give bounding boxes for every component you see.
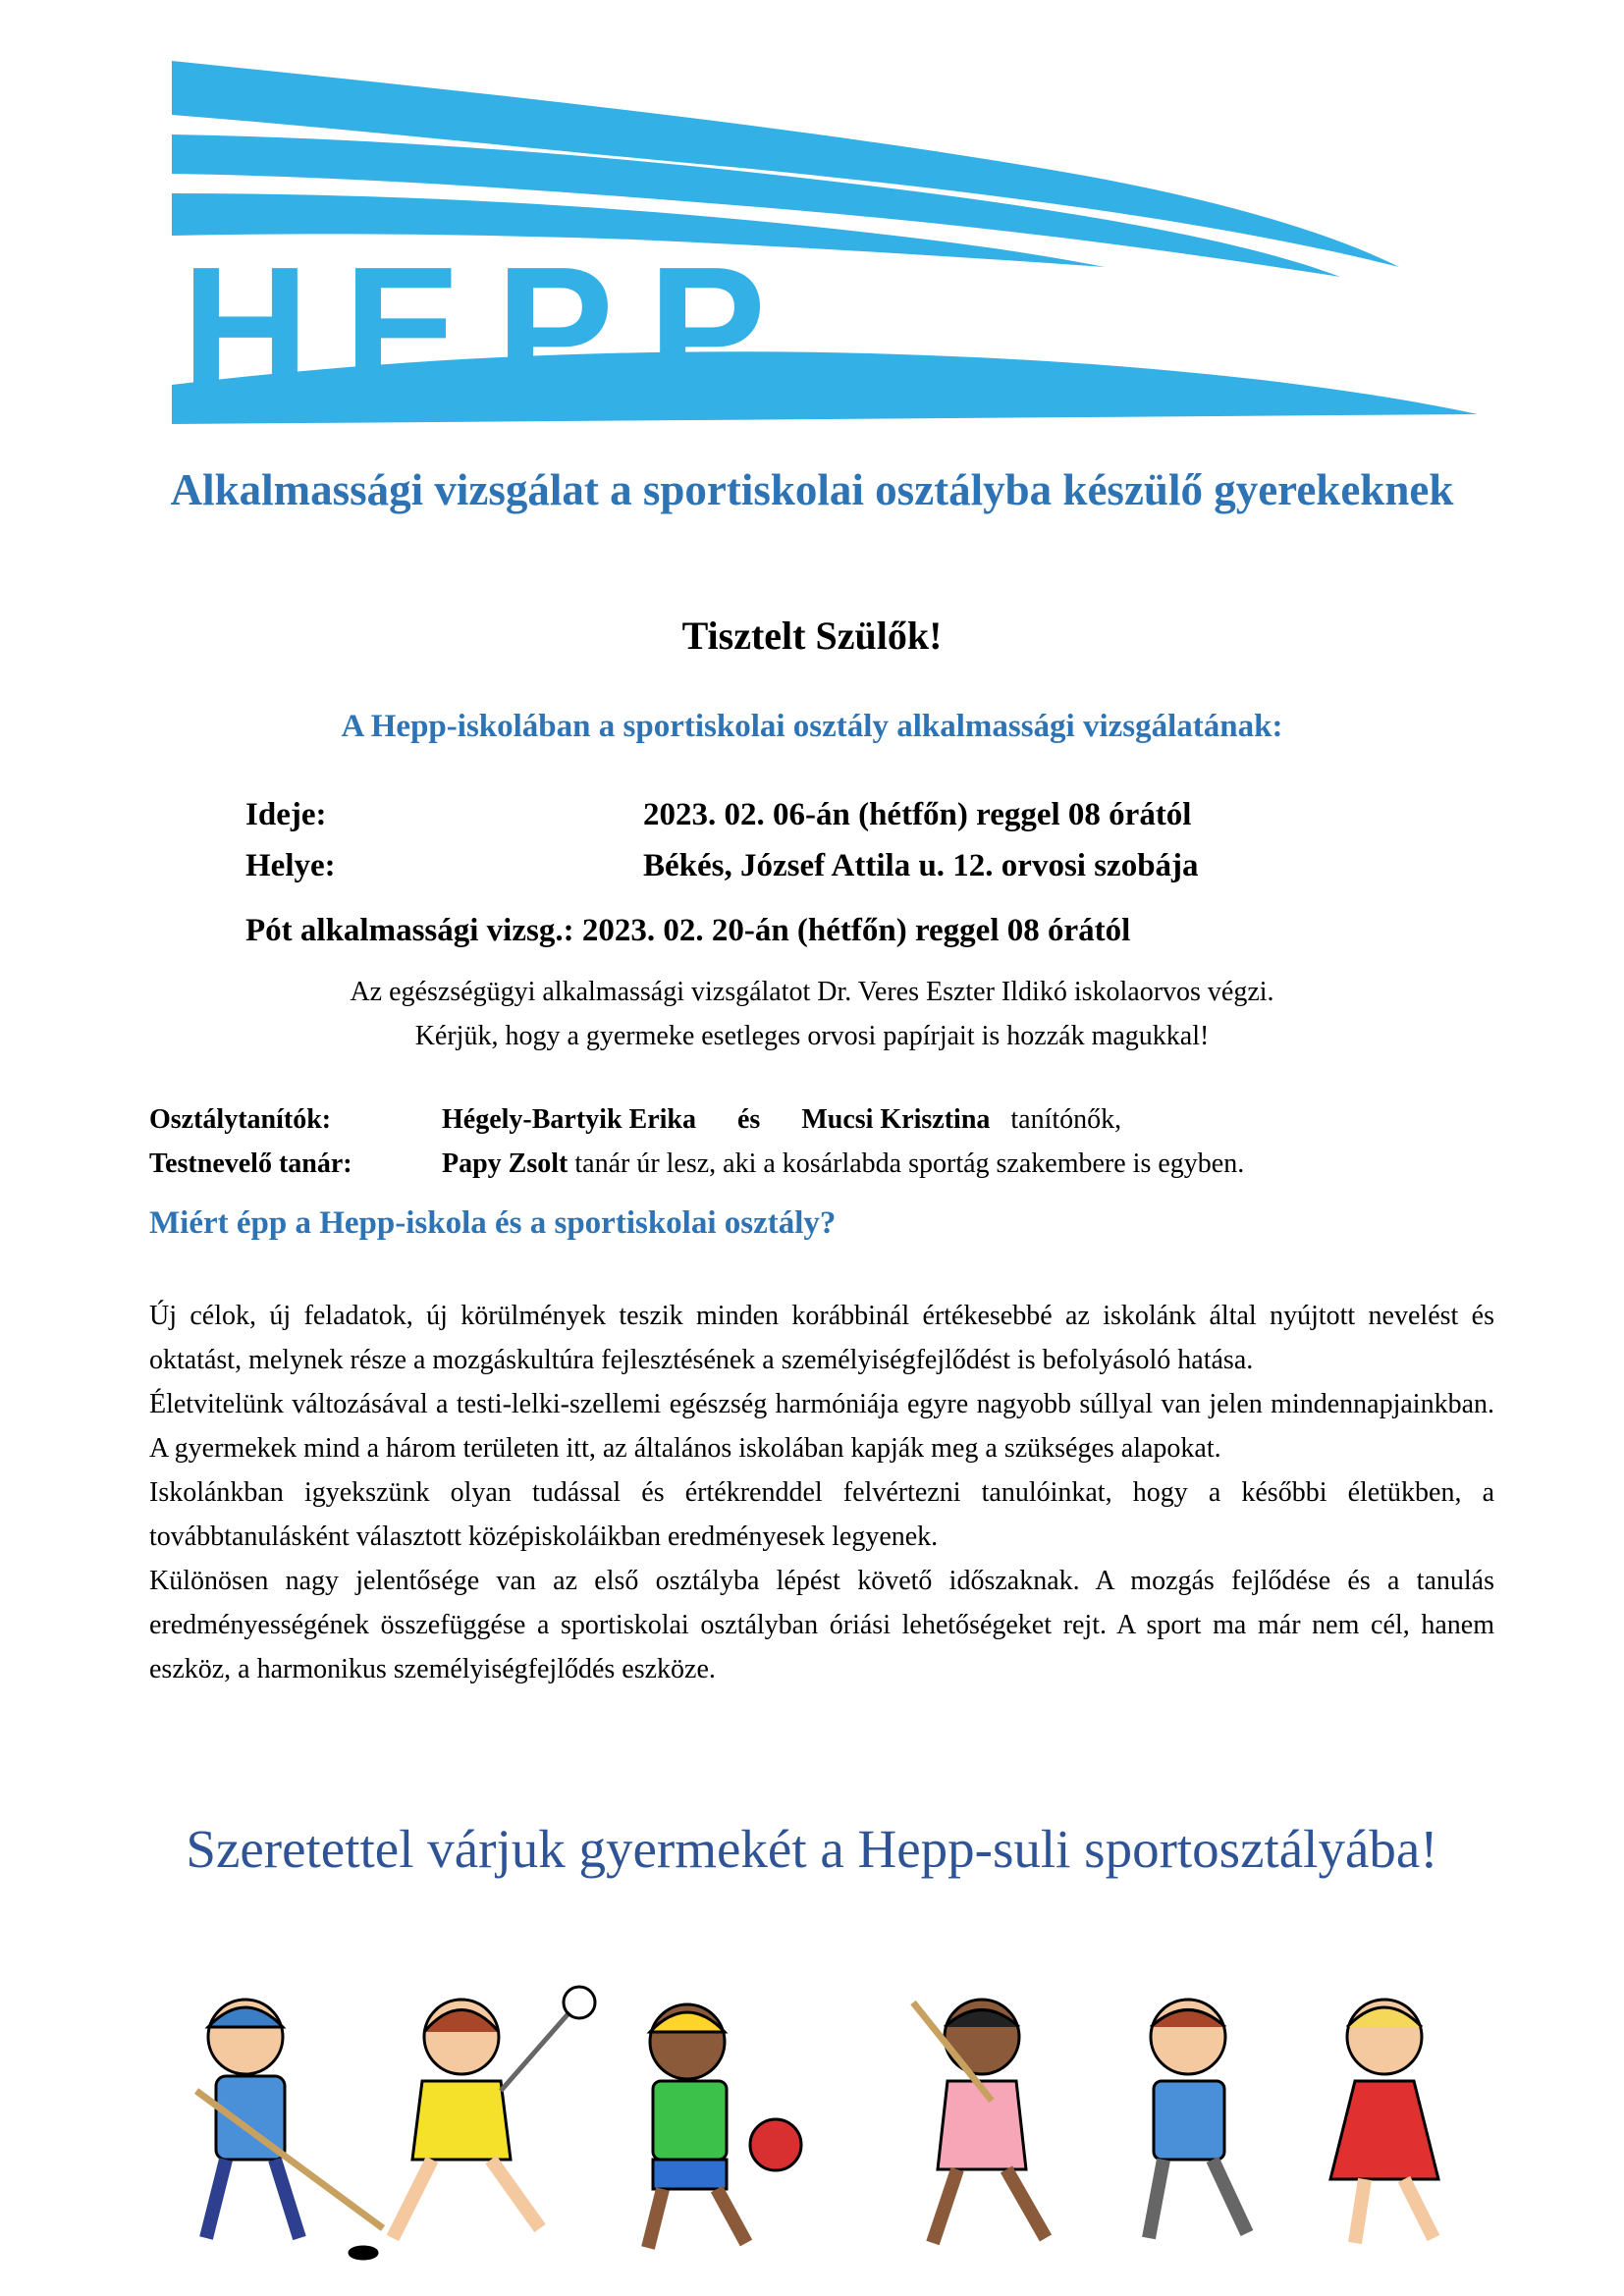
kid-green-figure <box>648 2004 801 2248</box>
pe-teacher-name: Papy Zsolt <box>442 1148 568 1179</box>
schedule-row-place <box>245 848 1199 884</box>
staff-label: Testnevelő tanár: <box>149 1148 352 1179</box>
paragraph: Új célok, új feladatok, új körülmények teszik minden korábbinál értékesebbé az iskolánk által nyújtott nevelést és oktatást, melynek része a mozgáskultúra fejlesztésének a személyiségfejlődést is befolyásoló hatása. <box>149 1301 1494 1375</box>
intro-heading: A Hepp-iskolában a sportiskolai osztály alkalmassági vizsgálatának: <box>341 709 1283 744</box>
note-doctor: Az egészségügyi alkalmassági vizsgálatot Dr. Veres Eszter Ildikó iskolaorvos végzi. <box>350 977 1274 1007</box>
pe-suffix: tanár úr lesz, aki a kosárlabda sportág szakembere is egyben. <box>574 1148 1245 1179</box>
schedule-value: 2023. 02. 06-án (hétfőn) reggel 08 órától <box>643 797 1192 832</box>
paragraph: Különösen nagy jelentősége van az első osztályba lépést követő időszaknak. A mozgás fejlődése és a tanulás eredményességének összefüggése a sportiskolai osztályban óriási lehetőségeket rejt. A sport ma már nem cél, hanem eszköz, a harmonikus személyiségfejlődés eszköze. <box>149 1566 1494 1684</box>
teacher-name: Hégely-Bartyik Erika <box>442 1104 696 1135</box>
schedule-label: Helye: <box>245 848 336 883</box>
schedule-label: Ideje: <box>245 797 327 832</box>
hepp-logo <box>162 61 1488 424</box>
schedule-label: Pót alkalmassági vizsg.: <box>245 913 574 948</box>
greeting: Tisztelt Szülők! <box>681 614 943 658</box>
schedule-value: Békés, József Attila u. 12. orvosi szobája <box>643 848 1199 883</box>
page-title: Alkalmassági vizsgálat a sportiskolai osztályba készülő gyerekeknek <box>170 465 1454 514</box>
kid-pink-figure <box>913 2000 1046 2243</box>
kids-illustration <box>137 1983 1492 2277</box>
body-text <box>149 1294 1494 1691</box>
svg-text:HEPP: HEPP <box>182 231 801 424</box>
kid-yellow-figure <box>393 1987 595 2238</box>
staff-teachers <box>149 1104 1121 1136</box>
kid-hockey-figure <box>196 2000 383 2259</box>
and-word: és <box>736 1104 761 1135</box>
kid-red-figure <box>1330 2000 1438 2243</box>
closing-message: Szeretettel várjuk gyermekét a Hepp-suli sportosztályába! <box>186 1819 1438 1879</box>
paragraph: Iskolánkban igyekszünk olyan tudással és értékrenddel felvértezni tanulóinkat, hogy a későbbi életükben, a továbbtanulásként választott középiskoláikban eredményesek legyenek. <box>149 1477 1494 1552</box>
schedule-row-date <box>245 797 1191 833</box>
why-heading: Miért épp a Hepp-iskola és a sportiskolai osztály? <box>149 1205 837 1241</box>
paragraph: Életvitelünk változásával a testi-lelki-szellemi egészség harmóniája egyre nagyobb súllyal van jelen mindennapjainkban. A gyermekek mind a három területen itt, az általános iskolában kapják meg a szükséges alapokat. <box>149 1389 1494 1464</box>
teachers-suffix: tanítónők, <box>1010 1104 1122 1135</box>
staff-label: Osztálytanítók: <box>149 1104 332 1135</box>
kid-blue-figure <box>1149 2000 1247 2238</box>
schedule-value: 2023. 02. 20-án (hétfőn) reggel 08 órától <box>581 913 1131 948</box>
note-papers: Kérjük, hogy a gyermeke esetleges orvosi papírjait is hozzák magukkal! <box>414 1021 1210 1051</box>
schedule-row-retake <box>245 913 1130 949</box>
teacher-name: Mucsi Krisztina <box>801 1104 991 1135</box>
staff-pe <box>149 1148 1244 1180</box>
